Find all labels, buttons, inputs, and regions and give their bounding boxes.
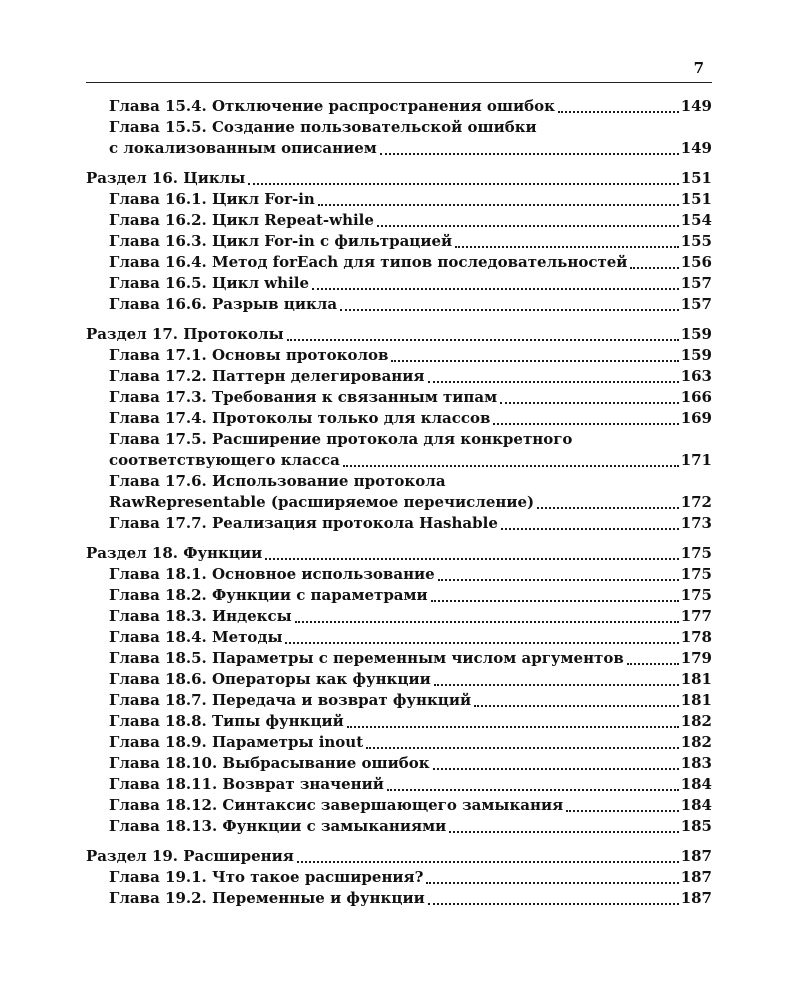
toc-chapter-entry <box>86 627 712 648</box>
toc-entry-title: Глава 18.7. Передача и возврат функций <box>109 691 472 709</box>
toc-entry-title: Глава 17.7. Реализация протокола Hashable <box>109 514 498 532</box>
toc-chapter-entry <box>86 564 712 585</box>
toc-entry-line <box>109 189 712 210</box>
toc-chapter-entry <box>86 795 712 816</box>
toc-entry-line <box>109 669 712 690</box>
toc-entry-title: соответствующего класса <box>109 451 340 469</box>
toc-entry-line <box>109 816 712 837</box>
dot-leader <box>347 726 679 728</box>
toc-entry-line <box>109 585 712 606</box>
dot-leader <box>493 423 678 425</box>
dot-leader <box>377 225 679 227</box>
toc-entry-title: Глава 18.4. Методы <box>109 628 283 646</box>
toc-entry-title: Раздел 19. Расширения <box>86 847 294 865</box>
dot-leader <box>434 684 679 686</box>
toc-entry-line <box>109 366 712 387</box>
toc-chapter-entry <box>86 294 712 315</box>
dot-leader <box>426 882 678 884</box>
dot-leader <box>312 288 679 290</box>
toc-page-ref: 175 <box>680 586 712 604</box>
toc-entry-title: Глава 18.10. Выбрасывание ошибок <box>109 754 430 772</box>
toc-page-ref: 173 <box>680 514 712 532</box>
toc-entry-title: с локализованным описанием <box>109 139 377 157</box>
toc-entry-line <box>109 648 712 669</box>
toc-entry-title: Глава 17.2. Паттерн делегирования <box>109 367 425 385</box>
dot-leader <box>558 111 679 113</box>
toc-entry-title: Глава 18.13. Функции с замыканиями <box>109 817 447 835</box>
toc-entry-title: Раздел 16. Циклы <box>86 169 246 187</box>
page-number: 7 <box>693 59 704 77</box>
toc-entry-line <box>109 210 712 231</box>
dot-leader <box>455 246 679 248</box>
toc-page-ref: 179 <box>680 649 712 667</box>
toc-page-ref: 156 <box>680 253 712 271</box>
toc-page-ref: 159 <box>680 325 712 343</box>
dot-leader <box>501 528 679 530</box>
dot-leader <box>428 903 679 905</box>
toc-entry-title: Глава 18.3. Индексы <box>109 607 292 625</box>
toc-entry-line <box>109 513 712 534</box>
toc-chapter-entry <box>86 816 712 837</box>
toc-entry-title: Глава 15.5. Создание пользовательской ошибки <box>109 118 537 136</box>
dot-leader <box>287 339 679 341</box>
dot-leader <box>265 558 678 560</box>
dot-leader <box>366 747 679 749</box>
toc-section-entry <box>86 846 712 867</box>
toc-entry-line <box>109 96 712 117</box>
toc-page-ref: 157 <box>680 274 712 292</box>
toc-section-entry <box>86 324 712 345</box>
toc-page-ref: 182 <box>680 733 712 751</box>
page-header <box>86 58 712 83</box>
toc-page-ref: 185 <box>680 817 712 835</box>
toc-entry-line <box>109 408 712 429</box>
toc-chapter-entry <box>86 867 712 888</box>
toc-entry-line <box>109 492 712 513</box>
toc-entry-line <box>109 627 712 648</box>
toc-page-ref: 172 <box>680 493 712 511</box>
toc-chapter-entry <box>86 711 712 732</box>
toc-entry-line <box>109 450 712 471</box>
toc-page-ref: 154 <box>680 211 712 229</box>
toc-page-ref: 183 <box>680 754 712 772</box>
toc-entry-title: Глава 17.4. Протоколы только для классов <box>109 409 491 427</box>
toc-page-ref: 169 <box>680 409 712 427</box>
toc-page-ref: 187 <box>680 889 712 907</box>
toc-entry-line <box>109 795 712 816</box>
toc-page-ref: 163 <box>680 367 712 385</box>
toc-entry-line <box>109 732 712 753</box>
toc-entry-title: Глава 16.4. Метод forEach для типов последовательностей <box>109 253 628 271</box>
toc-entry-title: Глава 16.2. Цикл Repeat-while <box>109 211 374 229</box>
toc-entry-title: Раздел 17. Протоколы <box>86 325 284 343</box>
toc-page-ref: 184 <box>680 775 712 793</box>
toc-page-ref: 187 <box>680 868 712 886</box>
toc-entry-title: Глава 19.2. Переменные и функции <box>109 889 425 907</box>
toc-entry-line <box>109 273 712 294</box>
toc-list <box>86 96 712 909</box>
toc-entry-title: Глава 17.1. Основы протоколов <box>109 346 389 364</box>
toc-page-ref: 181 <box>680 670 712 688</box>
toc-entry-line <box>86 168 712 189</box>
dot-leader <box>433 768 679 770</box>
dot-leader <box>387 789 679 791</box>
toc-chapter-entry <box>86 210 712 231</box>
toc-page-ref: 187 <box>680 847 712 865</box>
toc-page-ref: 151 <box>680 190 712 208</box>
toc-page-ref: 166 <box>680 388 712 406</box>
toc-chapter-entry <box>86 753 712 774</box>
toc-page-ref: 171 <box>680 451 712 469</box>
toc-entry-title: Глава 18.6. Операторы как функции <box>109 670 431 688</box>
toc-entry-line <box>109 345 712 366</box>
toc-chapter-entry <box>86 690 712 711</box>
toc-chapter-entry <box>86 888 712 909</box>
toc-page-ref: 157 <box>680 295 712 313</box>
toc-entry-line <box>109 606 712 627</box>
toc-entry-line <box>109 888 712 909</box>
toc-chapter-entry <box>86 429 712 471</box>
toc-chapter-entry <box>86 648 712 669</box>
toc-chapter-entry <box>86 471 712 513</box>
toc-entry-title: RawRepresentable (расширяемое перечисление) <box>109 493 535 511</box>
dot-leader <box>318 204 679 206</box>
toc-page-ref: 175 <box>680 565 712 583</box>
dot-leader <box>431 600 679 602</box>
toc-entry-line <box>86 324 712 345</box>
toc-chapter-entry <box>86 408 712 429</box>
dot-leader <box>428 381 679 383</box>
toc-page-ref: 181 <box>680 691 712 709</box>
toc-entry-title: Глава 16.5. Цикл while <box>109 274 310 292</box>
toc-page-ref: 151 <box>680 169 712 187</box>
dot-leader <box>340 309 679 311</box>
toc-chapter-entry <box>86 231 712 252</box>
toc-entry-line <box>109 231 712 252</box>
toc-entry-line <box>109 867 712 888</box>
toc-entry-line <box>109 690 712 711</box>
toc-page-ref: 149 <box>680 139 712 157</box>
toc-chapter-entry <box>86 669 712 690</box>
toc-page-ref: 182 <box>680 712 712 730</box>
toc-page-ref: 159 <box>680 346 712 364</box>
toc-chapter-entry <box>86 732 712 753</box>
toc-entry-line <box>109 774 712 795</box>
toc-entry-title: Глава 17.6. Использование протокола <box>109 472 446 490</box>
toc-entry-title: Глава 19.1. Что такое расширения? <box>109 868 424 886</box>
toc-entry-title: Глава 18.1. Основное использование <box>109 565 435 583</box>
toc-entry-line <box>109 117 712 138</box>
toc-chapter-entry <box>86 585 712 606</box>
toc-page-ref: 175 <box>680 544 712 562</box>
toc-page-ref: 177 <box>680 607 712 625</box>
toc-entry-title: Глава 18.2. Функции с параметрами <box>109 586 428 604</box>
toc-page-ref: 184 <box>680 796 712 814</box>
toc-entry-title: Глава 17.5. Расширение протокола для конкретного <box>109 430 573 448</box>
dot-leader <box>566 810 678 812</box>
toc-entry-title: Глава 16.1. Цикл For-in <box>109 190 315 208</box>
dot-leader <box>297 861 679 863</box>
toc-entry-title: Глава 15.4. Отключение распространения ошибок <box>109 97 556 115</box>
dot-leader <box>285 642 678 644</box>
toc-page-ref: 155 <box>680 232 712 250</box>
toc-chapter-entry <box>86 252 712 273</box>
toc-entry-title: Раздел 18. Функции <box>86 544 263 562</box>
toc-section-entry <box>86 168 712 189</box>
dot-leader <box>380 153 679 155</box>
toc-chapter-entry <box>86 189 712 210</box>
dot-leader <box>627 663 679 665</box>
toc-page-ref: 149 <box>680 97 712 115</box>
toc-entry-title: Глава 18.5. Параметры с переменным числом аргументов <box>109 649 624 667</box>
dot-leader <box>449 831 678 833</box>
toc-entry-line <box>109 429 712 450</box>
toc-entry-line <box>109 294 712 315</box>
dot-leader <box>474 705 679 707</box>
toc-chapter-entry <box>86 117 712 159</box>
toc-entry-title: Глава 18.8. Типы функций <box>109 712 344 730</box>
toc-entry-title: Глава 18.11. Возврат значений <box>109 775 384 793</box>
toc-entry-line <box>86 846 712 867</box>
toc-entry-line <box>109 252 712 273</box>
toc-entry-line <box>109 387 712 408</box>
toc-chapter-entry <box>86 387 712 408</box>
toc-chapter-entry <box>86 345 712 366</box>
toc-chapter-entry <box>86 774 712 795</box>
toc-entry-title: Глава 18.9. Параметры inout <box>109 733 364 751</box>
dot-leader <box>248 183 678 185</box>
toc-entry-title: Глава 17.3. Требования к связанным типам <box>109 388 498 406</box>
toc-chapter-entry <box>86 513 712 534</box>
dot-leader <box>343 465 679 467</box>
toc-entry-title: Глава 18.12. Синтаксис завершающего замыкания <box>109 796 564 814</box>
dot-leader <box>295 621 679 623</box>
dot-leader <box>391 360 678 362</box>
toc-chapter-entry <box>86 96 712 117</box>
toc-entry-line <box>109 711 712 732</box>
toc-entry-line <box>109 138 712 159</box>
toc-section-entry <box>86 543 712 564</box>
toc-entry-line <box>109 471 712 492</box>
toc-entry-line <box>109 753 712 774</box>
toc-entry-line <box>86 543 712 564</box>
dot-leader <box>500 402 679 404</box>
toc-page-ref: 178 <box>680 628 712 646</box>
toc-chapter-entry <box>86 366 712 387</box>
toc-chapter-entry <box>86 273 712 294</box>
dot-leader <box>630 267 678 269</box>
toc-entry-title: Глава 16.3. Цикл For-in с фильтрацией <box>109 232 453 250</box>
toc-chapter-entry <box>86 606 712 627</box>
dot-leader <box>438 579 679 581</box>
toc-entry-title: Глава 16.6. Разрыв цикла <box>109 295 338 313</box>
toc-entry-line <box>109 564 712 585</box>
dot-leader <box>537 507 679 509</box>
